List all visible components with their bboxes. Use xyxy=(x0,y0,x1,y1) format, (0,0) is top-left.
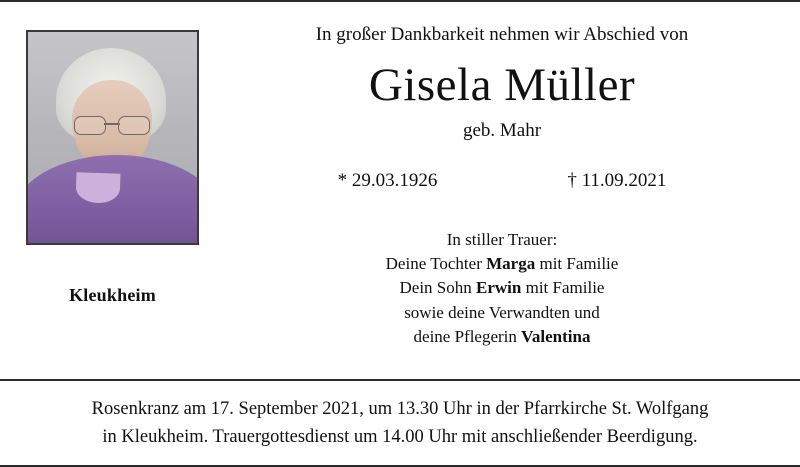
mourning-line-pre: sowie deine Verwandten und xyxy=(404,302,600,322)
portrait-block xyxy=(26,30,206,306)
top-divider xyxy=(0,0,800,2)
mourning-line-bold: Marga xyxy=(486,254,536,274)
mourning-line-pre: deine Pflegerin xyxy=(413,326,522,346)
mourning-line-pre: Deine Tochter xyxy=(385,254,487,274)
mourning-line-pre: Dein Sohn xyxy=(399,278,477,298)
cardigan-shape xyxy=(26,155,199,245)
glasses-icon xyxy=(74,116,150,134)
section-divider xyxy=(0,379,800,381)
deceased-name: Gisela Müller xyxy=(368,58,636,111)
mourning-line-bold: Valentina xyxy=(521,326,591,346)
mourning-line-bold: Erwin xyxy=(476,278,522,298)
mourning-line xyxy=(226,325,778,349)
life-dates xyxy=(226,170,778,192)
mourning-line-post: mit Familie xyxy=(535,254,619,274)
portrait-photo xyxy=(26,30,199,245)
mourning-block xyxy=(226,228,778,349)
text-column xyxy=(226,24,778,349)
mourning-line xyxy=(226,276,778,300)
glasses-lens-right xyxy=(118,116,150,135)
glasses-lens-left xyxy=(74,116,106,135)
service-line-2: in Kleukheim. Trauergottesdienst um 14.00 Uhr mit anschließender Beerdigung. xyxy=(102,426,698,447)
mourning-heading: In stiller Trauer: xyxy=(446,230,558,250)
service-line-1: Rosenkranz am 17. September 2021, um 13.30 Uhr in der Pfarrkirche St. Wolfgang xyxy=(91,399,709,419)
service-details xyxy=(20,396,780,452)
mourning-line xyxy=(226,301,778,325)
intro-text: In großer Dankbarkeit nehmen wir Abschied von xyxy=(315,24,689,45)
place-name: Kleukheim xyxy=(69,285,156,305)
death-date: † 11.09.2021 xyxy=(567,170,667,192)
maiden-name: geb. Mahr xyxy=(462,120,542,142)
collar-shape xyxy=(75,172,120,204)
mourning-line xyxy=(226,252,778,276)
birth-date: * 29.03.1926 xyxy=(337,170,438,192)
mourning-line-post: mit Familie xyxy=(521,278,605,298)
